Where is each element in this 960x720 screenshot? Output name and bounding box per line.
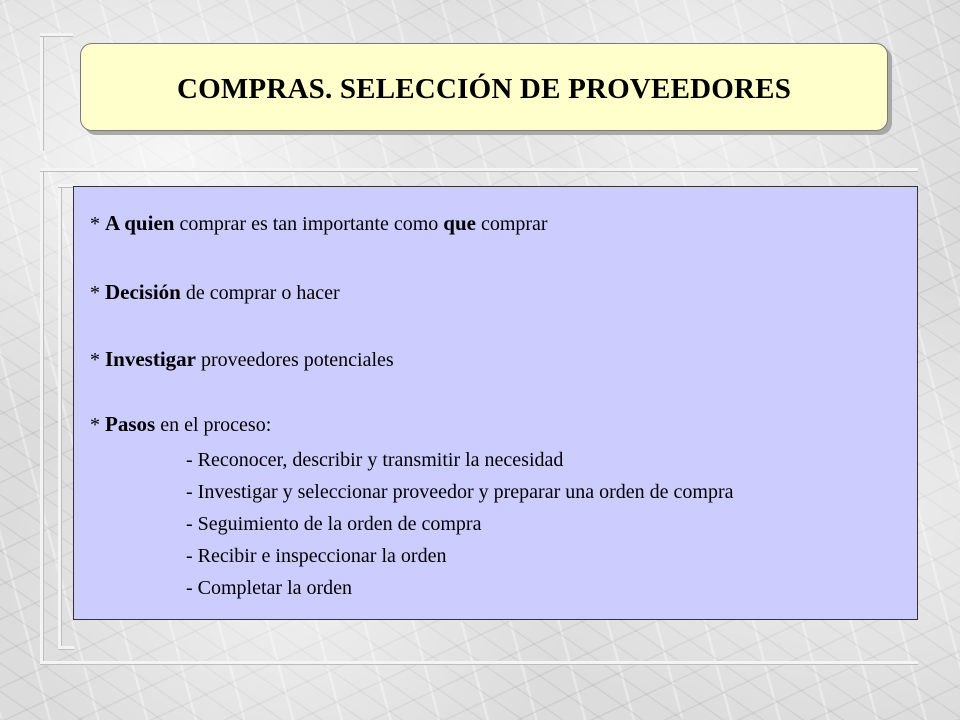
decorative-bracket bbox=[58, 184, 62, 649]
step-item: - Completar la orden bbox=[186, 577, 353, 599]
slide-title: COMPRAS. SELECCIÓN DE PROVEEDORES bbox=[176, 72, 792, 105]
bullet-prefix: * bbox=[90, 349, 105, 371]
step-item: - Seguimiento de la orden de compra bbox=[186, 513, 482, 535]
bullet-text: en el proceso: bbox=[155, 414, 272, 436]
bullet-keyword: que bbox=[443, 211, 476, 235]
bullet-text: proveedores potenciales bbox=[196, 349, 394, 371]
bullet-text: comprar es tan importante como bbox=[174, 213, 444, 235]
bullet-keyword: Pasos bbox=[105, 412, 156, 436]
decorative-bracket bbox=[58, 184, 74, 188]
step-item: - Investigar y seleccionar proveedor y preparar una orden de compra bbox=[186, 481, 734, 503]
title-box bbox=[80, 43, 888, 131]
bullet-prefix: * bbox=[90, 414, 105, 436]
decorative-bracket bbox=[40, 168, 44, 664]
bullet-line-3 bbox=[90, 347, 394, 372]
bullet-line-4 bbox=[90, 412, 271, 437]
bullet-keyword: Investigar bbox=[105, 347, 196, 371]
bullet-line-2 bbox=[90, 280, 340, 305]
step-item: - Recibir e inspeccionar la orden bbox=[186, 545, 447, 567]
bullet-text: comprar bbox=[475, 213, 548, 235]
bullet-keyword: A quien bbox=[105, 211, 175, 235]
decorative-bracket bbox=[58, 646, 74, 650]
content-box bbox=[73, 186, 918, 620]
bullet-keyword: Decisión bbox=[105, 280, 181, 304]
bullet-prefix: * bbox=[90, 213, 105, 235]
bullet-line-1 bbox=[90, 211, 548, 236]
decorative-bracket bbox=[40, 33, 44, 151]
step-item: - Reconocer, describir y transmitir la necesidad bbox=[186, 449, 564, 471]
decorative-bracket bbox=[40, 168, 918, 172]
decorative-bracket bbox=[40, 661, 918, 665]
decorative-bracket bbox=[40, 33, 73, 37]
bullet-prefix: * bbox=[90, 282, 105, 304]
bullet-text: de comprar o hacer bbox=[180, 282, 340, 304]
